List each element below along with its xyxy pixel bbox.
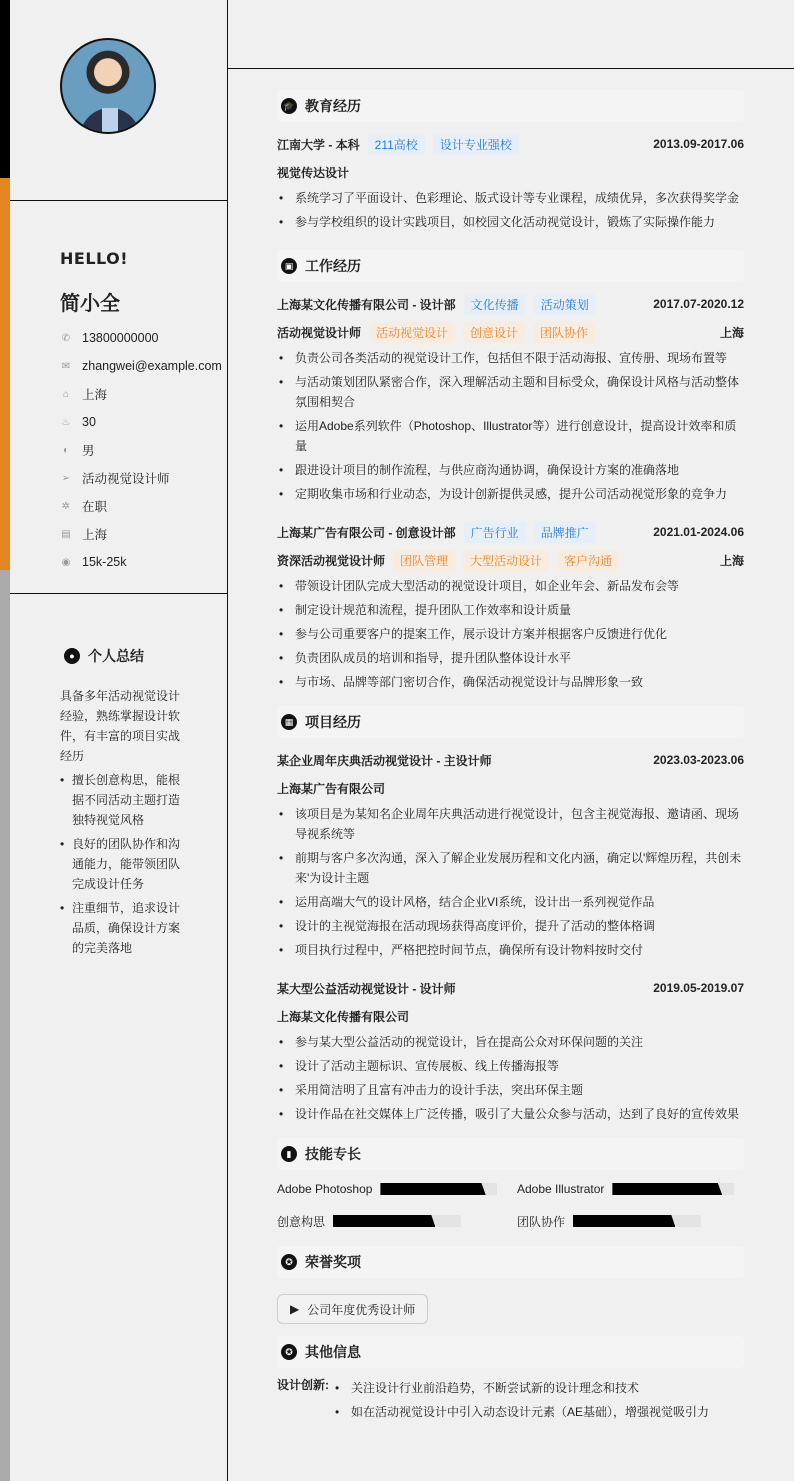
- info-text: zhangwei@example.com: [82, 359, 222, 373]
- section-header: [277, 250, 744, 282]
- section-header: [277, 706, 744, 738]
- play-icon: ▶: [290, 1302, 300, 1316]
- home-icon: ⌂: [62, 388, 70, 400]
- award-icon: ✪: [281, 1254, 297, 1270]
- info-text: 活动视觉设计师: [82, 472, 170, 486]
- date: 2017.07-2020.12: [653, 297, 744, 311]
- bullet-point: • 采用简洁明了且富有冲击力的设计手法，突出环保主题: [277, 1080, 744, 1100]
- user-icon: ●: [64, 648, 80, 664]
- skill-bar: [380, 1183, 497, 1195]
- graduation-cap-icon: 🎓: [281, 98, 297, 114]
- bullet-point: • 负责团队成员的培训和指导，提升团队整体设计水平: [277, 648, 744, 668]
- info-text: 30: [82, 415, 96, 429]
- bullet-point: • 参与公司重要客户的提案工作，展示设计方案并根据客户反馈进行优化: [277, 624, 744, 644]
- summary-point: • 良好的团队协作和沟通能力，能带领团队完成设计任务: [60, 834, 180, 894]
- tag: 设计专业强校: [433, 134, 519, 155]
- divider: [228, 68, 794, 69]
- section-title: 其他信息: [305, 1344, 361, 1360]
- profile-name: 简小全: [60, 293, 120, 315]
- skill-bar: [573, 1215, 701, 1227]
- info-text: 男: [82, 444, 95, 458]
- bullet-point: • 跟进设计项目的制作流程，与供应商沟通协调，确保设计方案的准确落地: [277, 460, 744, 480]
- bullet-point: • 带领设计团队完成大型活动的视觉设计项目，如企业年会、新品发布会等: [277, 576, 744, 596]
- other-info: [277, 1376, 744, 1426]
- tag: 团队管理: [393, 550, 455, 571]
- info-text: 上海: [82, 528, 108, 542]
- info-text: 在职: [82, 500, 108, 514]
- main-content: [277, 90, 744, 1426]
- bullet-point: • 运用高端大气的设计风格，结合企业VI系统，设计出一系列视觉作品: [277, 892, 744, 912]
- briefcase-icon: ▣: [281, 258, 297, 274]
- summary-point: • 注重细节，追求设计品质，确保设计方案的完美落地: [60, 898, 180, 958]
- info-row: [60, 436, 222, 464]
- info-row: [60, 324, 222, 352]
- company: 上海某文化传播有限公司 - 设计部: [277, 297, 456, 312]
- bullet-point: • 项目执行过程中，严格把控时间节点，确保所有设计物料按时交付: [277, 940, 744, 960]
- info-text: 13800000000: [82, 331, 159, 345]
- role: 活动视觉设计师: [277, 325, 362, 340]
- skill-name: 创意构思: [277, 1214, 326, 1229]
- project-org: 上海某文化传播有限公司: [277, 1009, 410, 1024]
- summary-title: [64, 646, 144, 666]
- grid-icon: ▦: [281, 714, 297, 730]
- date: 2023.03-2023.06: [653, 753, 744, 767]
- summary: [60, 686, 180, 962]
- gender-icon: ◐: [62, 444, 70, 456]
- bullet-point: • 参与学校组织的设计实践项目，如校园文化活动视觉设计，锻炼了实际操作能力: [277, 212, 744, 232]
- section-header: [277, 1336, 744, 1368]
- skill-bar: [612, 1183, 734, 1195]
- info-row: [60, 352, 222, 380]
- section-title: 项目经历: [305, 714, 361, 730]
- section-title: 技能专长: [305, 1146, 361, 1162]
- section-header: [277, 90, 744, 122]
- tag: 客户沟通: [557, 550, 619, 571]
- summary-point: • 擅长创意构思，能根据不同活动主题打造独特视觉风格: [60, 770, 180, 830]
- project-name: 某企业周年庆典活动视觉设计 - 主设计师: [277, 753, 492, 768]
- major: 视觉传达设计: [277, 165, 350, 180]
- bullet-point: • 与活动策划团队紧密合作，深入理解活动主题和目标受众，确保设计风格与活动整体氛围相契合: [277, 372, 744, 412]
- bullet-point: • 该项目是为某知名企业周年庆典活动进行视觉设计，包含主视觉海报、邀请函、现场导视系统等: [277, 804, 744, 844]
- bullet-point: • 运用Adobe系列软件（Photoshop、Illustrator等）进行创意设计，提高设计效率和质量: [277, 416, 744, 456]
- project-org: 上海某广告有限公司: [277, 781, 386, 796]
- bullet-point: • 系统学习了平面设计、色彩理论、版式设计等专业课程，成绩优异，多次获得奖学金: [277, 188, 744, 208]
- award-item[interactable]: [277, 1294, 428, 1324]
- skill-item: [517, 1178, 744, 1200]
- bullet-point: • 与市场、品牌等部门密切合作，确保活动视觉设计与品牌形象一致: [277, 672, 744, 692]
- skill-bar-fill: [380, 1183, 485, 1195]
- info-icon: ✪: [281, 1344, 297, 1360]
- tag: 活动策划: [534, 294, 596, 315]
- tag: 广告行业: [464, 522, 526, 543]
- accent-strip-gray: [0, 570, 10, 1481]
- bullet-point: • 设计的主视觉海报在活动现场获得高度评价，提升了活动的整体格调: [277, 916, 744, 936]
- info-row: [60, 492, 222, 520]
- section-title: 荣誉奖项: [305, 1254, 361, 1270]
- date: 2019.05-2019.07: [653, 981, 744, 995]
- bullet-point: • 参与某大型公益活动的视觉设计，旨在提高公众对环保问题的关注: [277, 1032, 744, 1052]
- tag: 品牌推广: [534, 522, 596, 543]
- skill-item: [277, 1178, 517, 1200]
- cake-icon: ♨: [61, 416, 71, 428]
- status-icon: ✲: [61, 500, 71, 512]
- bullet-point: • 设计了活动主题标识、宣传展板、线上传播海报等: [277, 1056, 744, 1076]
- tag: 211高校: [368, 134, 425, 155]
- section-header: [277, 1246, 744, 1278]
- building-icon: ▤: [61, 528, 71, 540]
- bullet-point: • 关注设计行业前沿趋势，不断尝试新的设计理念和技术: [333, 1378, 709, 1398]
- tag: 文化传播: [464, 294, 526, 315]
- skill-bar-fill: [612, 1183, 722, 1195]
- section-title: 工作经历: [305, 258, 361, 274]
- divider: [10, 200, 228, 201]
- accent-strip-black: [0, 0, 10, 178]
- info-text: 上海: [82, 388, 108, 402]
- city: 上海: [719, 553, 744, 568]
- award-text: 公司年度优秀设计师: [307, 1302, 416, 1317]
- skill-bar: [333, 1215, 461, 1227]
- info-row: [60, 520, 222, 548]
- role: 资深活动视觉设计师: [277, 553, 386, 568]
- skill-name: Adobe Photoshop: [277, 1182, 373, 1196]
- salary-icon: ◉: [61, 556, 71, 568]
- tag: 大型活动设计: [463, 550, 549, 571]
- info-row: [60, 408, 222, 436]
- avatar: [60, 38, 156, 134]
- mail-icon: ✉: [61, 360, 71, 372]
- bullet-point: • 设计作品在社交媒体上广泛传播，吸引了大量公众参与活动，达到了良好的宣传效果: [277, 1104, 744, 1124]
- info-row: [60, 464, 222, 492]
- phone-icon: ✆: [61, 332, 71, 344]
- hello-heading: HELLO!: [60, 249, 129, 268]
- bullet-point: • 负责公司各类活动的视觉设计工作，包括但不限于活动海报、宣传册、现场布置等: [277, 348, 744, 368]
- summary-text: 具备多年活动视觉设计经验，熟练掌握设计软件，有丰富的项目实战经历: [60, 689, 181, 763]
- school: 江南大学 - 本科: [277, 137, 360, 152]
- other-label: 设计创新:: [277, 1378, 329, 1392]
- section-title: 教育经历: [305, 98, 361, 114]
- date: 2021.01-2024.06: [653, 525, 744, 539]
- company: 上海某广告有限公司 - 创意设计部: [277, 525, 456, 540]
- chart-icon: ▮: [281, 1146, 297, 1162]
- bullet-point: • 定期收集市场和行业动态，为设计创新提供灵感，提升公司活动视觉形象的竞争力: [277, 484, 744, 504]
- skill-item: [517, 1210, 744, 1232]
- bullet-point: • 制定设计规范和流程，提升团队工作效率和设计质量: [277, 600, 744, 620]
- skill-bar-fill: [573, 1215, 675, 1227]
- plane-icon: ➢: [61, 472, 71, 484]
- section-header: [277, 1138, 744, 1170]
- skill-bar-fill: [333, 1215, 435, 1227]
- info-row: [60, 380, 222, 408]
- tag: 创意设计: [463, 322, 525, 343]
- bullet-point: • 如在活动视觉设计中引入动态设计元素（AE基础），增强视觉吸引力: [333, 1402, 709, 1422]
- date: 2013.09-2017.06: [653, 137, 744, 151]
- skill-item: [277, 1210, 517, 1232]
- project-name: 某大型公益活动视觉设计 - 设计师: [277, 981, 456, 996]
- tag: 团队协作: [533, 322, 595, 343]
- city: 上海: [719, 325, 744, 340]
- tag: 活动视觉设计: [369, 322, 455, 343]
- skill-name: Adobe Illustrator: [517, 1182, 605, 1196]
- info-row: [60, 548, 222, 576]
- divider: [10, 593, 228, 594]
- summary-title-text: 个人总结: [88, 648, 144, 664]
- contact-info: [60, 324, 222, 576]
- bullet-point: • 前期与客户多次沟通，深入了解企业发展历程和文化内涵，确定以'辉煌历程，共创未来'为设计主题: [277, 848, 744, 888]
- info-text: 15k-25k: [82, 555, 127, 569]
- skill-name: 团队协作: [517, 1214, 566, 1229]
- accent-strip-orange: [0, 178, 10, 570]
